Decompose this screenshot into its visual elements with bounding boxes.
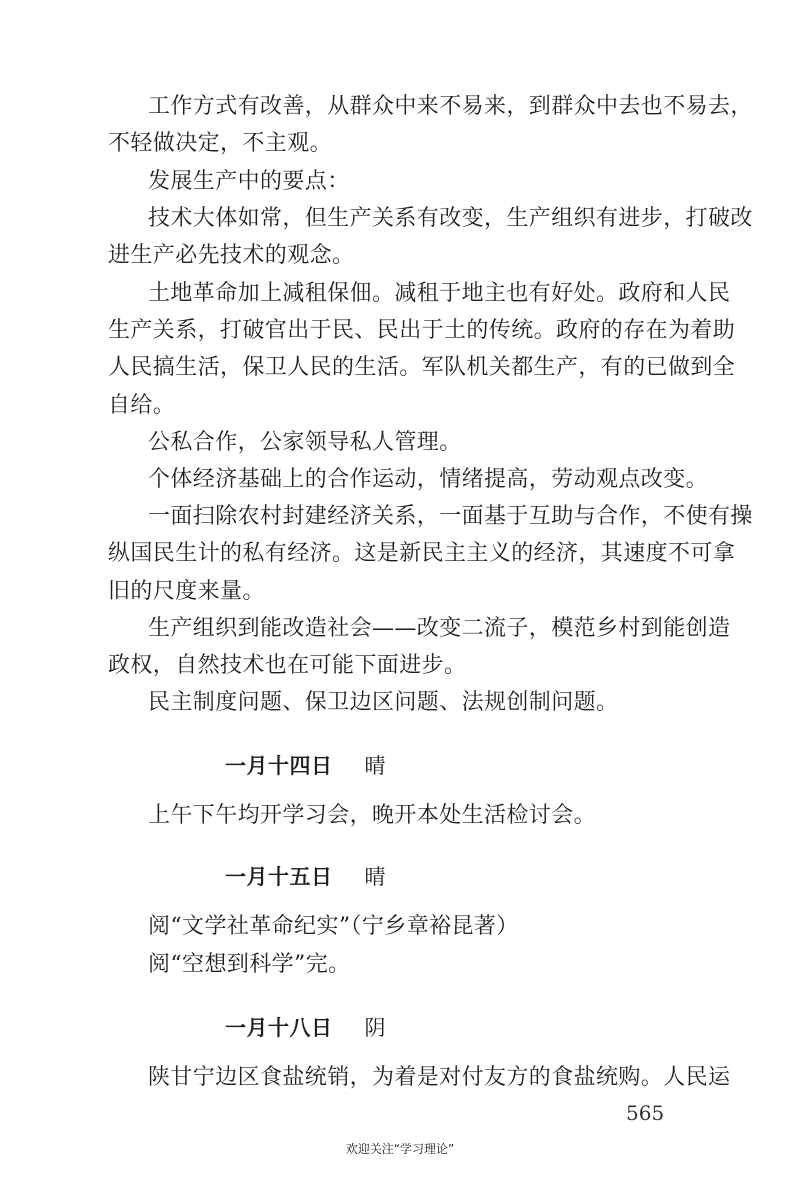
entry-heading [225,1013,386,1043]
entry-weather: 阴 [364,1016,386,1040]
entry-line: 陕甘宁边区食盐统销，为着是对付友方的食盐统购。人民运 [148,1065,731,1090]
body-line: 个体经济基础上的合作运动，情绪提高，劳动观点改变。 [148,467,709,492]
body-line: 自给。 [108,393,176,418]
body-line: 旧的尺度来量。 [108,579,265,604]
body-line: 一面扫除农村封建经济关系，一面基于互助与合作，不使有操 [148,504,753,529]
entry-date: 一月十八日 [225,1016,333,1040]
body-line: 政权，自然技术也在可能下面进步。 [108,653,467,678]
entry-line: 阅“文学社革命纪实”（宁乡章裕昆著） [148,914,519,939]
body-line: 发展生产中的要点： [148,169,350,194]
body-line: 技术大体如常，但生产关系有改变，生产组织有进步，打破改 [148,206,753,231]
body-line: 不轻做决定，不主观。 [108,131,333,156]
footer-watermark: 欢迎关注“学习理论” [345,1142,455,1156]
body-line: 工作方式有改善，从群众中来不易来，到群众中去也不易去， [148,94,753,119]
entry-weather: 晴 [364,865,386,889]
body-line: 进生产必先技术的观念。 [108,243,355,268]
body-line: 土地革命加上减租保佃。减租于地主也有好处。政府和人民 [148,281,731,306]
body-line: 公私合作，公家领导私人管理。 [148,430,462,455]
body-line: 人民搞生活，保卫人民的生活。军队机关都生产，有的已做到全 [108,355,736,380]
body-line: 纵国民生计的私有经济。这是新民主主义的经济，其速度不可拿 [108,541,736,566]
entry-heading [225,751,386,781]
entry-heading [225,862,386,892]
entry-date: 一月十五日 [225,865,333,889]
body-line: 生产关系，打破官出于民、民出于土的传统。政府的存在为着助 [108,318,736,343]
entry-line: 阅“空想到科学”完。 [148,952,351,977]
page-number: 565 [626,1101,665,1125]
body-line: 民主制度问题、保卫边区问题、法规创制问题。 [148,690,619,715]
entry-line: 上午下午均开学习会，晚开本处生活检讨会。 [148,803,597,828]
entry-date: 一月十四日 [225,754,333,778]
entry-weather: 晴 [364,754,386,778]
body-line: 生产组织到能改造社会——改变二流子，模范乡村到能创造 [148,616,731,641]
